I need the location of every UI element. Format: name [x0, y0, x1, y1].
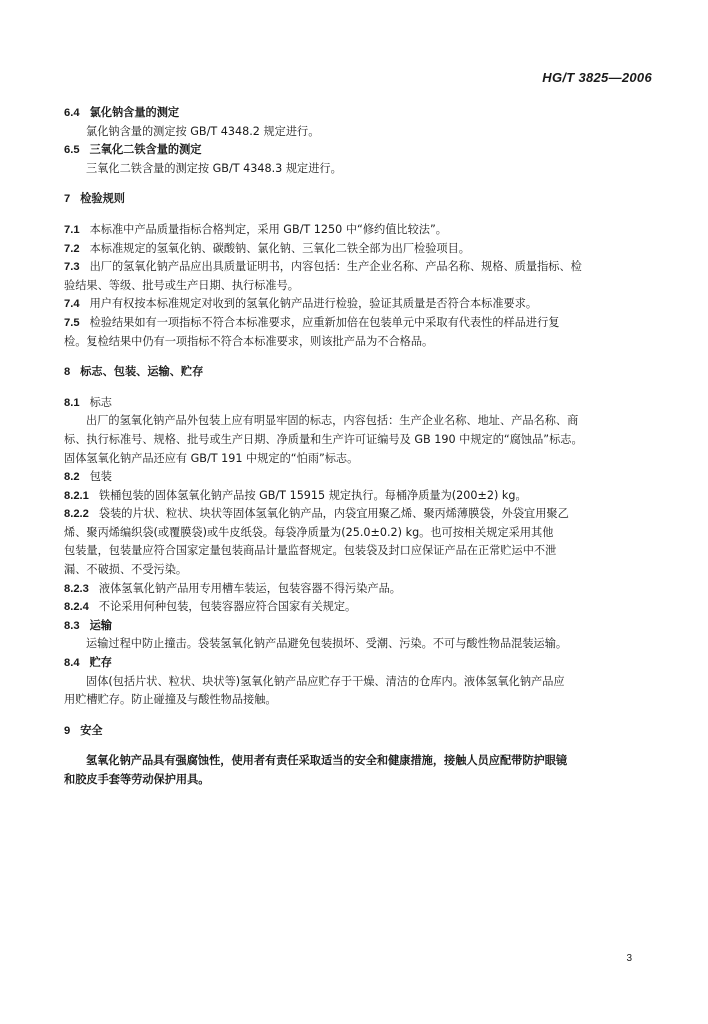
clause-7-5-line2: 检。复检结果中仍有一项指标不符合本标准要求，则该批产品为不合格品。 [64, 334, 434, 348]
clause-8-2-1: 8.2.1 铁桶包装的固体氢氧化钠产品按 GB/T 15915 规定执行。每桶净质量为(200±2) kg。 [64, 488, 527, 502]
section-6-4-heading: 6.4 氯化钠含量的测定 [64, 106, 180, 119]
section-8-4-heading: 8.4 贮存 [64, 656, 112, 670]
section-8-3-heading: 8.3 运输 [64, 618, 112, 632]
section-8-1-line2: 标、执行标准号、规格、批号或生产日期、净质量和生产许可证编号及 GB 190 中规定的“腐蚀品”标志。 [64, 432, 583, 446]
section-8-1-line1: 出厂的氢氧化钠产品外包装上应有明显牢固的标志，内容包括：生产企业名称、地址、产品名称、商 [86, 414, 579, 428]
clause-7-2: 7.2 本标准规定的氢氧化钠、碳酸钠、氯化钠、三氧化二铁全部为出厂检验项目。 [64, 241, 470, 255]
section-9-heading: 9 安全 [64, 723, 103, 737]
document-body [64, 104, 644, 790]
clause-8-2-3: 8.2.3 液体氢氧化钠产品用专用槽车装运，包装容器不得污染产品。 [64, 581, 401, 595]
clause-7-5-line1: 7.5 检验结果如有一项指标不符合本标准要求，应重新加倍在包装单元中采取有代表性的样品进行复 [64, 315, 560, 329]
section-8-4-line2: 用贮槽贮存。防止碰撞及与酸性物品接触。 [64, 693, 277, 707]
section-8-2-heading: 8.2 包装 [64, 470, 112, 484]
clause-8-2-4: 8.2.4 不论采用何种包装，包装容器应符合国家有关规定。 [64, 600, 357, 614]
standard-code: HG/T 3825—2006 [542, 70, 652, 85]
page-number: 3 [626, 953, 632, 964]
clause-7-3-line2: 验结果、等级、批号或生产日期、执行标准号。 [64, 278, 299, 292]
section-8-1-line3: 固体氢氧化钠产品还应有 GB/T 191 中规定的“怕雨”标志。 [64, 451, 359, 465]
clause-8-2-2-line1: 8.2.2 袋装的片状、粒状、块状等固体氢氧化钠产品，内袋宜用聚乙烯、聚丙烯薄膜袋，外袋宜用聚乙 [64, 507, 569, 521]
clause-7-3-line1: 7.3 出厂的氢氧化钠产品应出具质量证明书，内容包括：生产企业名称、产品名称、规格、质量指标、检 [64, 260, 582, 274]
section-8-3-body: 运输过程中防止撞击。袋装氢氧化钠产品避免包装损坏、受潮、污染。不可与酸性物品混装运输。 [86, 637, 568, 651]
section-6-4-body: 氯化钠含量的测定按 GB/T 4348.2 规定进行。 [86, 124, 320, 138]
clause-8-2-2-line3: 包装量，包装量应符合国家定量包装商品计量监督规定。包装袋及封口应保证产品在正常贮运中不泄 [64, 544, 557, 558]
section-9-line2: 和胶皮手套等劳动保护用具。 [64, 773, 210, 786]
clause-7-4: 7.4 用户有权按本标准规定对收到的氢氧化钠产品进行检验，验证其质量是否符合本标准要求。 [64, 297, 538, 311]
section-7-heading: 7 检验规则 [64, 192, 125, 206]
section-9-line1: 氢氧化钠产品具有强腐蚀性，使用者有责任采取适当的安全和健康措施，接触人员应配带防护眼镜 [86, 754, 568, 768]
section-6-5-heading: 6.5 三氧化二铁含量的测定 [64, 143, 202, 157]
clause-8-2-2-line4: 漏、不破损、不受污染。 [64, 563, 188, 577]
clause-7-1: 7.1 本标准中产品质量指标合格判定，采用 GB/T 1250 中“修约值比较法”。 [64, 222, 447, 236]
section-8-4-line1: 固体(包括片状、粒状、块状等)氢氧化钠产品应贮存于干燥、清洁的仓库内。液体氢氧化钠产品应 [86, 674, 565, 688]
section-6-5-body: 三氧化二铁含量的测定按 GB/T 4348.3 规定进行。 [86, 161, 342, 175]
clause-8-2-2-line2: 烯、聚丙烯编织袋(或覆膜袋)或牛皮纸袋。每袋净质量为(25.0±0.2) kg。也可按相关规定采用其他 [64, 525, 554, 539]
section-8-heading: 8 标志、包装、运输、贮存 [64, 365, 204, 379]
section-8-1-heading: 8.1 标志 [64, 395, 112, 409]
